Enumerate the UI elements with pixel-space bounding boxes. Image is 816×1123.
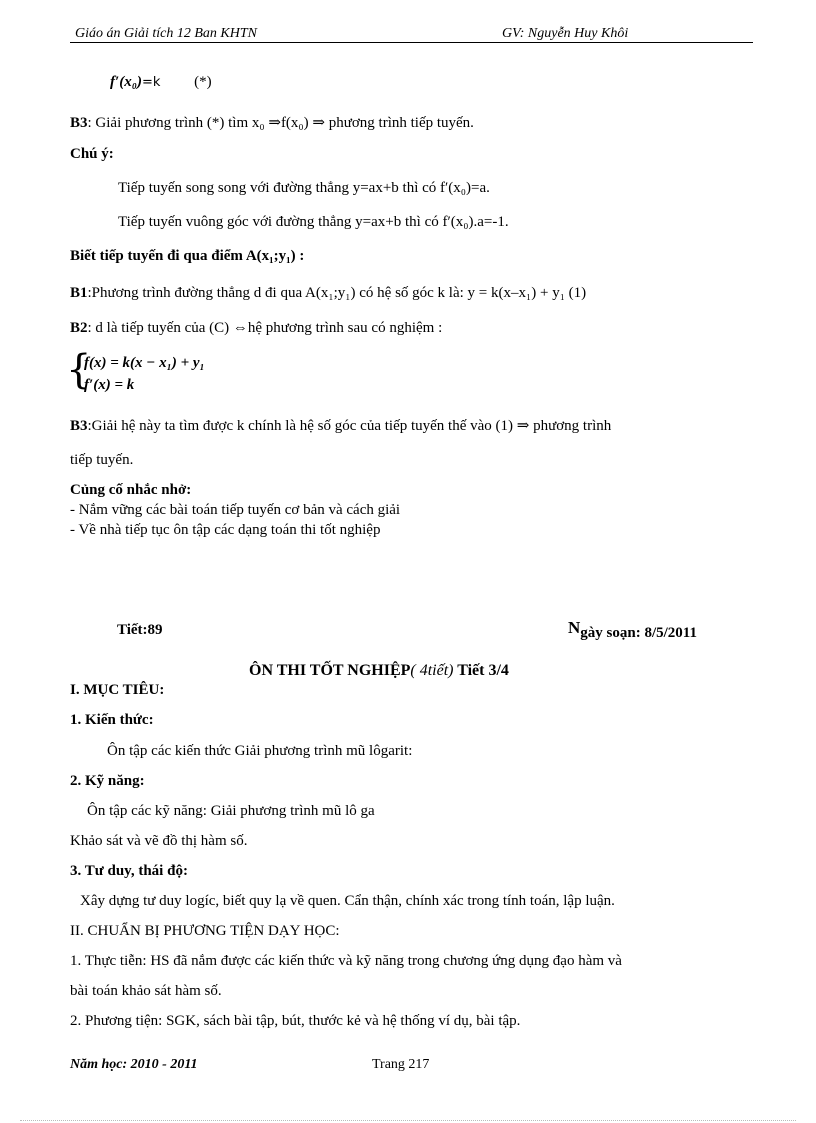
step-label: B3 — [70, 115, 88, 131]
system-brace: { — [66, 347, 92, 393]
lesson-date — [568, 618, 697, 642]
prep-item-1-cont: bài toán khảo sát hàm số. — [70, 983, 222, 999]
skills-text-2: Khảo sát và vẽ đồ thị hàm số. — [70, 833, 248, 849]
consolidate-title: Củng cố nhắc nhở: — [70, 482, 192, 498]
equation-rhs: =k — [141, 75, 161, 90]
consolidate-item: - Nắm vững các bài toán tiếp tuyến cơ bản và cách giải — [70, 502, 401, 518]
attitude-text: Xây dựng tư duy logíc, biết quy lạ về quen. Cẩn thận, chính xác trong tính toán, lập luận. — [80, 893, 615, 909]
prep-heading: II. CHUẨN BỊ PHƯƠNG TIỆN DẠY HỌC: — [70, 923, 340, 939]
lesson-date-text: gày soạn: 8/5/2011 — [580, 625, 697, 641]
knowledge-text: Ôn tập các kiến thức Giải phương trình mũ lôgarit: — [107, 743, 413, 759]
step-text: :Phương trình đường thẳng d đi qua A(x₁;y₁) có hệ số góc k là: y = k(x–x₁) + y₁ (1) — [87, 285, 587, 301]
system-row-1: f(x) = k(x − x₁) + y₁ — [84, 355, 205, 371]
step-b3-continuation: tiếp tuyến. — [70, 452, 134, 468]
header-rule — [70, 42, 753, 43]
step-text: :Giải hệ này ta tìm được k chính là hệ số góc của tiếp tuyến thế vào (1) ⇒ phương trình — [87, 418, 612, 434]
note-line-parallel: Tiếp tuyến song song với đường thẳng y=ax+b thì có f′(x₀)=a. — [118, 180, 490, 196]
step-label: B3 — [70, 418, 88, 434]
objectives-heading: I. MỤC TIÊU: — [70, 682, 165, 698]
lesson-title-main: ÔN THI TỐT NGHIỆP — [249, 662, 411, 679]
step-label: B1 — [70, 285, 88, 301]
note-line-perpendicular: Tiếp tuyến vuông góc với đường thẳng y=ax+b thì có f′(x₀).a=-1. — [118, 214, 509, 230]
equation-lhs: f′(x₀) — [110, 74, 142, 90]
header-left: Giáo án Giải tích 12 Ban KHTN — [75, 26, 258, 41]
step-b1 — [70, 285, 586, 302]
header-right: GV: Nguyễn Huy Khôi — [502, 26, 629, 41]
note-title: Chú ý: — [70, 146, 114, 162]
equation-derivative — [110, 74, 212, 91]
lesson-title-part: Tiết 3/4 — [453, 662, 509, 679]
equation-tag: (*) — [194, 74, 212, 90]
prep-item-2: 2. Phương tiện: SGK, sách bài tập, bút, thước kẻ và hệ thống ví dụ, bài tập. — [70, 1013, 521, 1029]
step-b3-second — [70, 416, 611, 435]
lesson-title — [249, 662, 509, 680]
step-label: B2 — [70, 320, 88, 336]
step-text: : d là tiếp tuyến của (C) ⇔hệ phương trình sau có nghiệm : — [87, 320, 443, 336]
lesson-number: Tiết:89 — [117, 622, 163, 638]
step-b3-first — [70, 113, 474, 132]
page-bottom-border — [20, 1120, 796, 1121]
skills-text: Ôn tập các kỹ năng: Giải phương trình mũ lô ga — [87, 803, 375, 819]
footer-school-year: Năm học: 2010 - 2011 — [70, 1057, 198, 1072]
lesson-date-initial: N — [568, 618, 581, 637]
skills-heading: 2. Kỹ năng: — [70, 773, 145, 789]
step-text: : Giải phương trình (*) tìm x₀ ⇒f(x₀) ⇒ phương trình tiếp tuyến. — [87, 115, 474, 131]
prep-item-1: 1. Thực tiễn: HS đã nắm được các kiến thức và kỹ năng trong chương ứng dụng đạo hàm và — [70, 953, 622, 969]
step-b2 — [70, 320, 442, 337]
attitude-heading: 3. Tư duy, thái độ: — [70, 863, 188, 879]
lesson-title-duration: ( 4tiết) — [410, 662, 454, 679]
system-row-2: f′(x) = k — [84, 377, 135, 393]
consolidate-item: - Về nhà tiếp tục ôn tập các dạng toán thi tốt nghiệp — [70, 522, 381, 538]
subsection-through-point: Biết tiếp tuyến đi qua điểm A(x₁;y₁) : — [70, 248, 305, 264]
footer-page-number: Trang 217 — [372, 1057, 430, 1072]
knowledge-heading: 1. Kiến thức: — [70, 712, 154, 728]
